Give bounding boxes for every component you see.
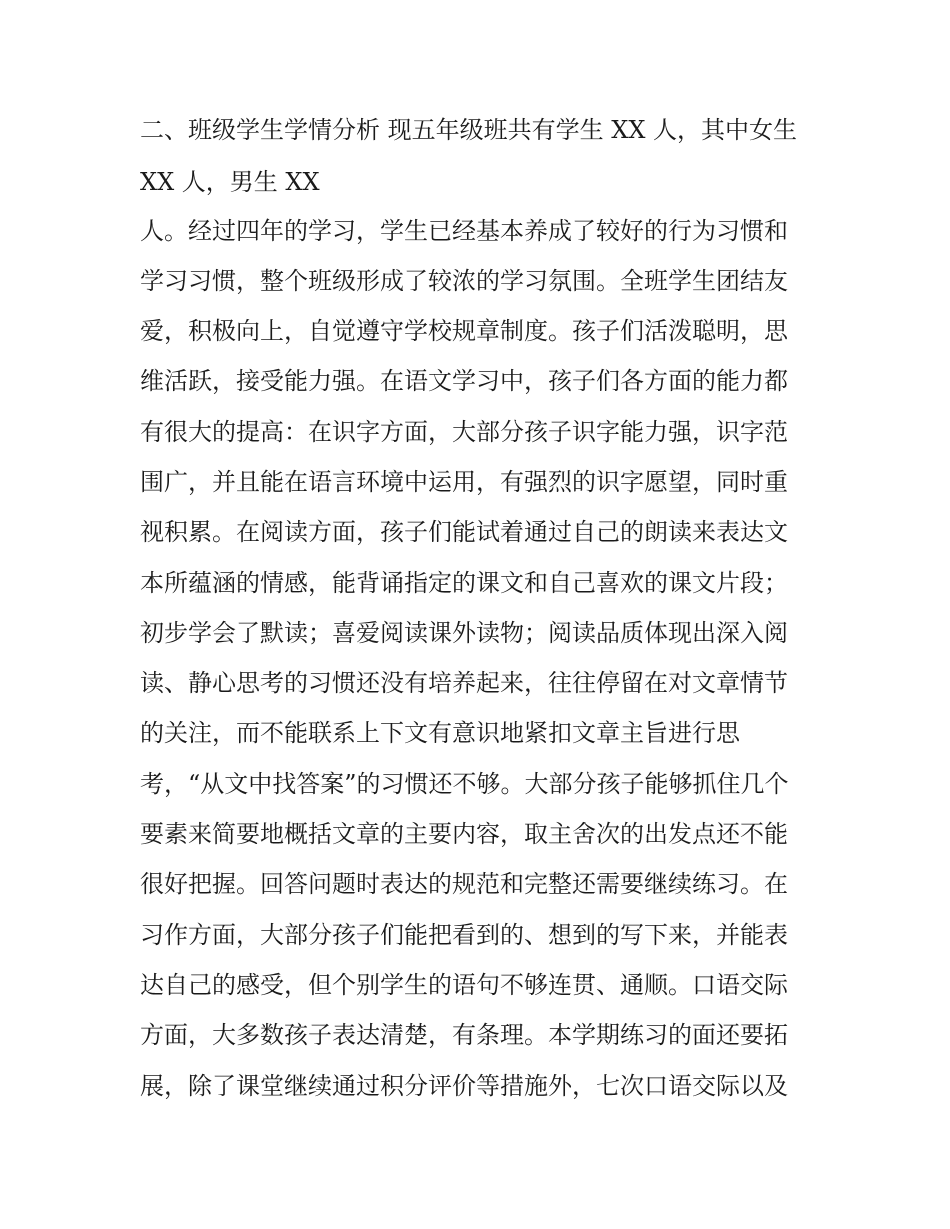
- text-line: 有很大的提高：在识字方面，大部分孩子识字能力强，识字范: [140, 418, 788, 446]
- text-line: 的关注，而不能联系上下文有意识地紧扣文章主旨进行思: [140, 719, 740, 747]
- text-line: XX 人，男生 XX: [140, 168, 320, 196]
- text-line: 要素来简要地概括文章的主要内容，取主舍次的出发点还不能: [140, 820, 788, 848]
- text-line: 达自己的感受，但个别学生的语句不够连贯、通顺。口语交际: [140, 971, 788, 999]
- text-line: 学习习惯，整个班级形成了较浓的学习氛围。全班学生团结友: [140, 267, 788, 295]
- text-line: 围广，并且能在语言环境中运用，有强烈的识字愿望，同时重: [140, 468, 788, 496]
- text-line: 方面，大多数孩子表达清楚，有条理。本学期练习的面还要拓: [140, 1021, 788, 1049]
- text-line: 人。经过四年的学习，学生已经基本养成了较好的行为习惯和: [140, 217, 788, 245]
- text-line: 初步学会了默读；喜爱阅读课外读物；阅读品质体现出深入阅: [140, 619, 788, 647]
- text-line: 二、班级学生学情分析 现五年级班共有学生 XX 人，其中女生: [140, 116, 798, 144]
- text-line: 考，“从文中找答案”的习惯还不够。大部分孩子能够抓住几个: [140, 770, 789, 798]
- text-line: 爱，积极向上，自觉遵守学校规章制度。孩子们活泼聪明，思: [140, 317, 788, 345]
- text-line: 本所蕴涵的情感，能背诵指定的课文和自己喜欢的课文片段；: [140, 569, 788, 597]
- text-line: 维活跃，接受能力强。在语文学习中，孩子们各方面的能力都: [140, 367, 788, 395]
- text-line: 很好把握。回答问题时表达的规范和完整还需要继续练习。在: [140, 870, 788, 898]
- text-line: 展，除了课堂继续通过积分评价等措施外，七次口语交际以及: [140, 1072, 788, 1100]
- text-line: 读、静心思考的习惯还没有培养起来，往往停留在对文章情节: [140, 669, 788, 697]
- text-line: 视积累。在阅读方面，孩子们能试着通过自己的朗读来表达文: [140, 518, 788, 546]
- text-line: 习作方面，大部分孩子们能把看到的、想到的写下来，并能表: [140, 921, 788, 949]
